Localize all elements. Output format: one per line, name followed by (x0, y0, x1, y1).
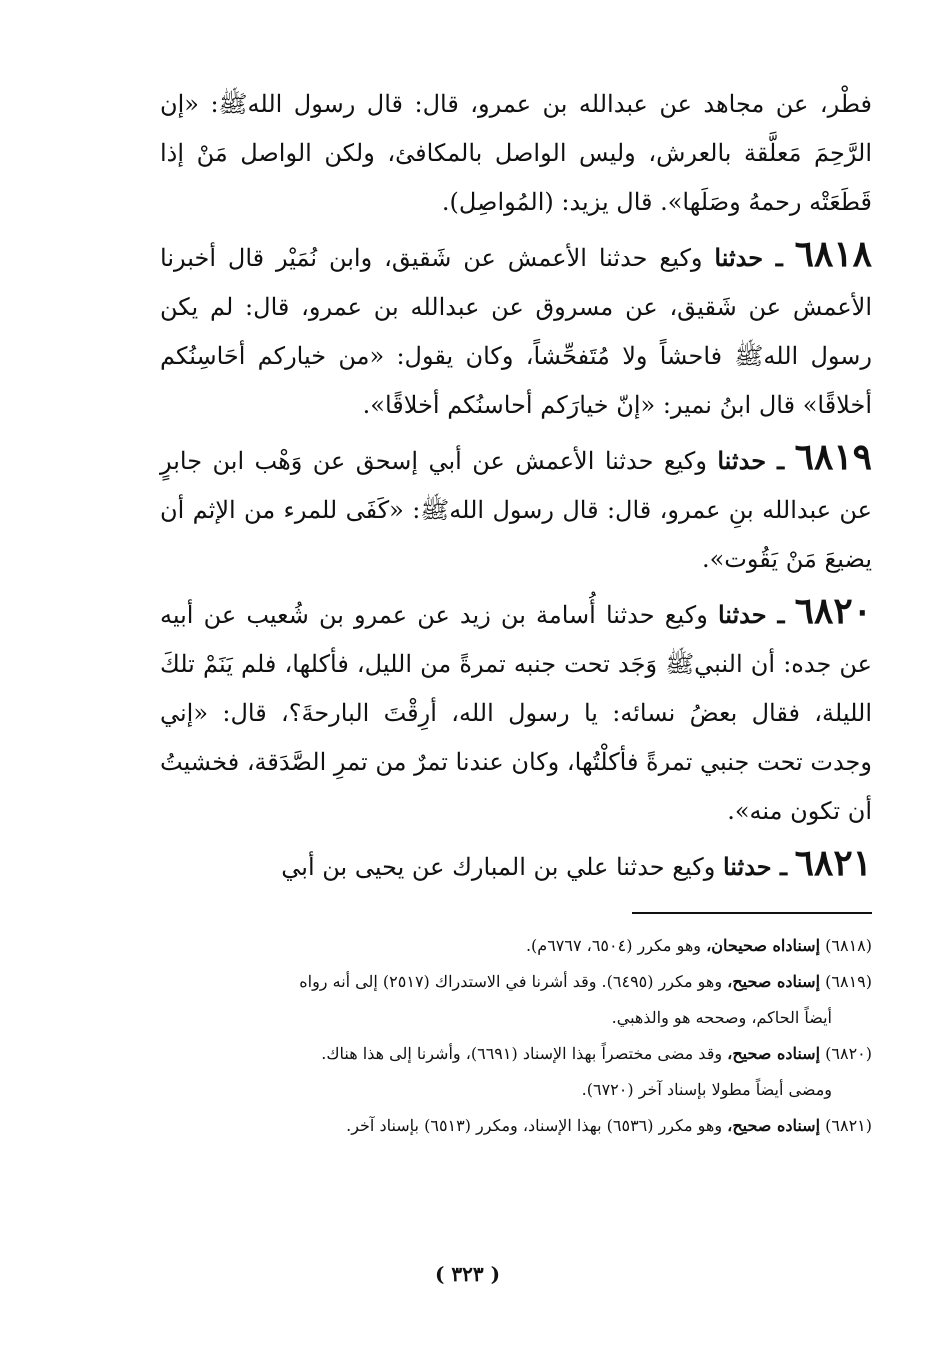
footnote-separator (632, 912, 872, 914)
hadith-text: وكيع حدثنا أُسامة بن زيد عن عمرو بن شُعيب عن أبيه عن جده: أن النبيﷺ وَجَد تحت جنبه تمرةً من الليل، فأكلها، فلم يَنَمْ تلكَ الليلة، فقال بعضُ نسائه: يا رسول الله، أرِقْتَ البارحةَ؟، قال: «إني وجدت تحت جنبي تمرةً فأكلْتُها، وكان عندنا تمرٌ من تمرِ الصَّدَقة، فخشيتُ أن تكون منه». (160, 601, 872, 825)
hadith-text: وكيع حدثنا الأعمش عن أبي إسحق عن وَهْب ابن جابرٍ عن عبدالله بنِ عمرو، قال: قال رسول اللهﷺ: «كَفَى للمرء من الإثم أن يضيعَ مَنْ يَقُوت». (160, 447, 872, 573)
hadith-6820: ٦٨٢٠ ـ حدثنا وكيع حدثنا أُسامة بن زيد عن عمرو بن شُعيب عن أبيه عن جده: أن النبيﷺ وَجَد تحت جنبه تمرةً من الليل، فأكلها، فلم يَنَمْ تلكَ الليلة، فقال بعضُ نسائه: يا رسول الله، أرِقْتَ البارحةَ؟، قال: «إني وجدت تحت جنبي تمرةً فأكلْتُها، وكان عندنا تمرٌ من تمرِ الصَّدَقة، فخشيتُ أن تكون منه». (160, 590, 872, 825)
footnote-ref: (٦٨٢٠) (825, 1044, 872, 1063)
hadith-lead: حدثنا (722, 852, 772, 881)
footnote-text: وهو مكرر (٦٥٣٦) بهذا الإسناد، ومكرر (٦٥١٣) بإسناد آخر. (346, 1116, 723, 1135)
page-number: ( ٣٢٣ ) (434, 1262, 501, 1286)
hadith-number: ٦٨٢٠ (794, 590, 872, 632)
footnote-6820 (160, 1036, 872, 1072)
footnote-6818 (160, 928, 872, 964)
footnote-ref: (٦٨٢١) (825, 1116, 872, 1135)
footnote-grade: إسناداه صحيحان، (706, 936, 821, 955)
hadith-number: ٦٨١٨ (794, 233, 873, 275)
footnote-continuation: أيضاً الحاكم، وصححه هو والذهبي. (611, 1008, 832, 1027)
footnote-text: وهو مكرر (٦٥٠٤، ٦٧٦٧م). (525, 936, 701, 955)
hadith-6821: ٦٨٢١ ـ حدثنا وكيع حدثنا علي بن المبارك عن يحيى بن أبي (281, 842, 872, 884)
hadith-text: وكيع حدثنا علي بن المبارك عن يحيى بن أبي (281, 853, 716, 881)
main-text (160, 80, 872, 892)
footnote-ref: (٦٨١٩) (825, 972, 872, 991)
footnote-text: وقد مضى مختصراً بهذا الإسناد (٦٦٩١)، وأشرنا إلى هذا هناك. (321, 1044, 723, 1063)
hadith-number: ٦٨٢١ (794, 842, 872, 884)
hadith-6819: ٦٨١٩ ـ حدثنا وكيع حدثنا الأعمش عن أبي إسحق عن وَهْب ابن جابرٍ عن عبدالله بنِ عمرو، قال: قال رسول اللهﷺ: «كَفَى للمرء من الإثم أن يضيعَ مَنْ يَقُوت». (160, 436, 872, 573)
footnote-continuation: ومضى أيضاً مطولا بإسناد آخر (٦٧٢٠). (581, 1080, 832, 1099)
footnote-grade: إسناده صحيح، (727, 1116, 821, 1135)
intro-paragraph: فطْر، عن مجاهد عن عبدالله بن عمرو، قال: قال رسول اللهﷺ: «إن الرَّحِمَ مَعلَّقة بالعرش، وليس الواصل بالمكافئ، ولكن الواصل مَنْ إذا قَطَعَتْه رحمهُ وصَلَها». قال يزيد: (المُواصِل). (160, 90, 872, 216)
footnote-6821 (160, 1108, 872, 1144)
footnote-grade: إسناده صحيح، (727, 972, 821, 991)
hadith-6818: ٦٨١٨ ـ حدثنا وكيع حدثنا الأعمش عن شَقيق، وابن نُمَيْر قال أخبرنا الأعمش عن شَقيق، عن مسروق عن عبدالله بن عمرو، قال: لم يكن رسول اللهﷺ فاحشاً ولا مُتَفحِّشاً، وكان يقول: «من خياركم أحَاسِنُكم أخلاقًا» قال ابنُ نمير: «إنّ خيارَكم أحاسنُكم أخلاقًا». (160, 233, 873, 419)
hadith-lead: حدثنا (717, 446, 767, 475)
footnote-6819 (160, 964, 872, 1000)
hadith-text: وكيع حدثنا الأعمش عن شَقيق، وابن نُمَيْر قال أخبرنا الأعمش عن شَقيق، عن مسروق عن عبدالله بن عمرو، قال: لم يكن رسول اللهﷺ فاحشاً ولا مُتَفحِّشاً، وكان يقول: «من خياركم أحَاسِنُكم أخلاقًا» قال ابنُ نمير: «إنّ خيارَكم أحاسنُكم أخلاقًا». (160, 244, 872, 419)
hadith-lead: حدثنا (714, 243, 764, 272)
footnote-ref: (٦٨١٨) (825, 936, 872, 955)
footnotes (160, 928, 872, 1144)
hadith-number: ٦٨١٩ (794, 436, 872, 478)
footnote-grade: إسناده صحيح، (727, 1044, 821, 1063)
footnote-text: وهو مكرر (٦٤٩٥). وقد أشرنا في الاستدراك (٢٥١٧) إلى أنه رواه (299, 972, 723, 991)
hadith-lead: حدثنا (717, 600, 767, 629)
